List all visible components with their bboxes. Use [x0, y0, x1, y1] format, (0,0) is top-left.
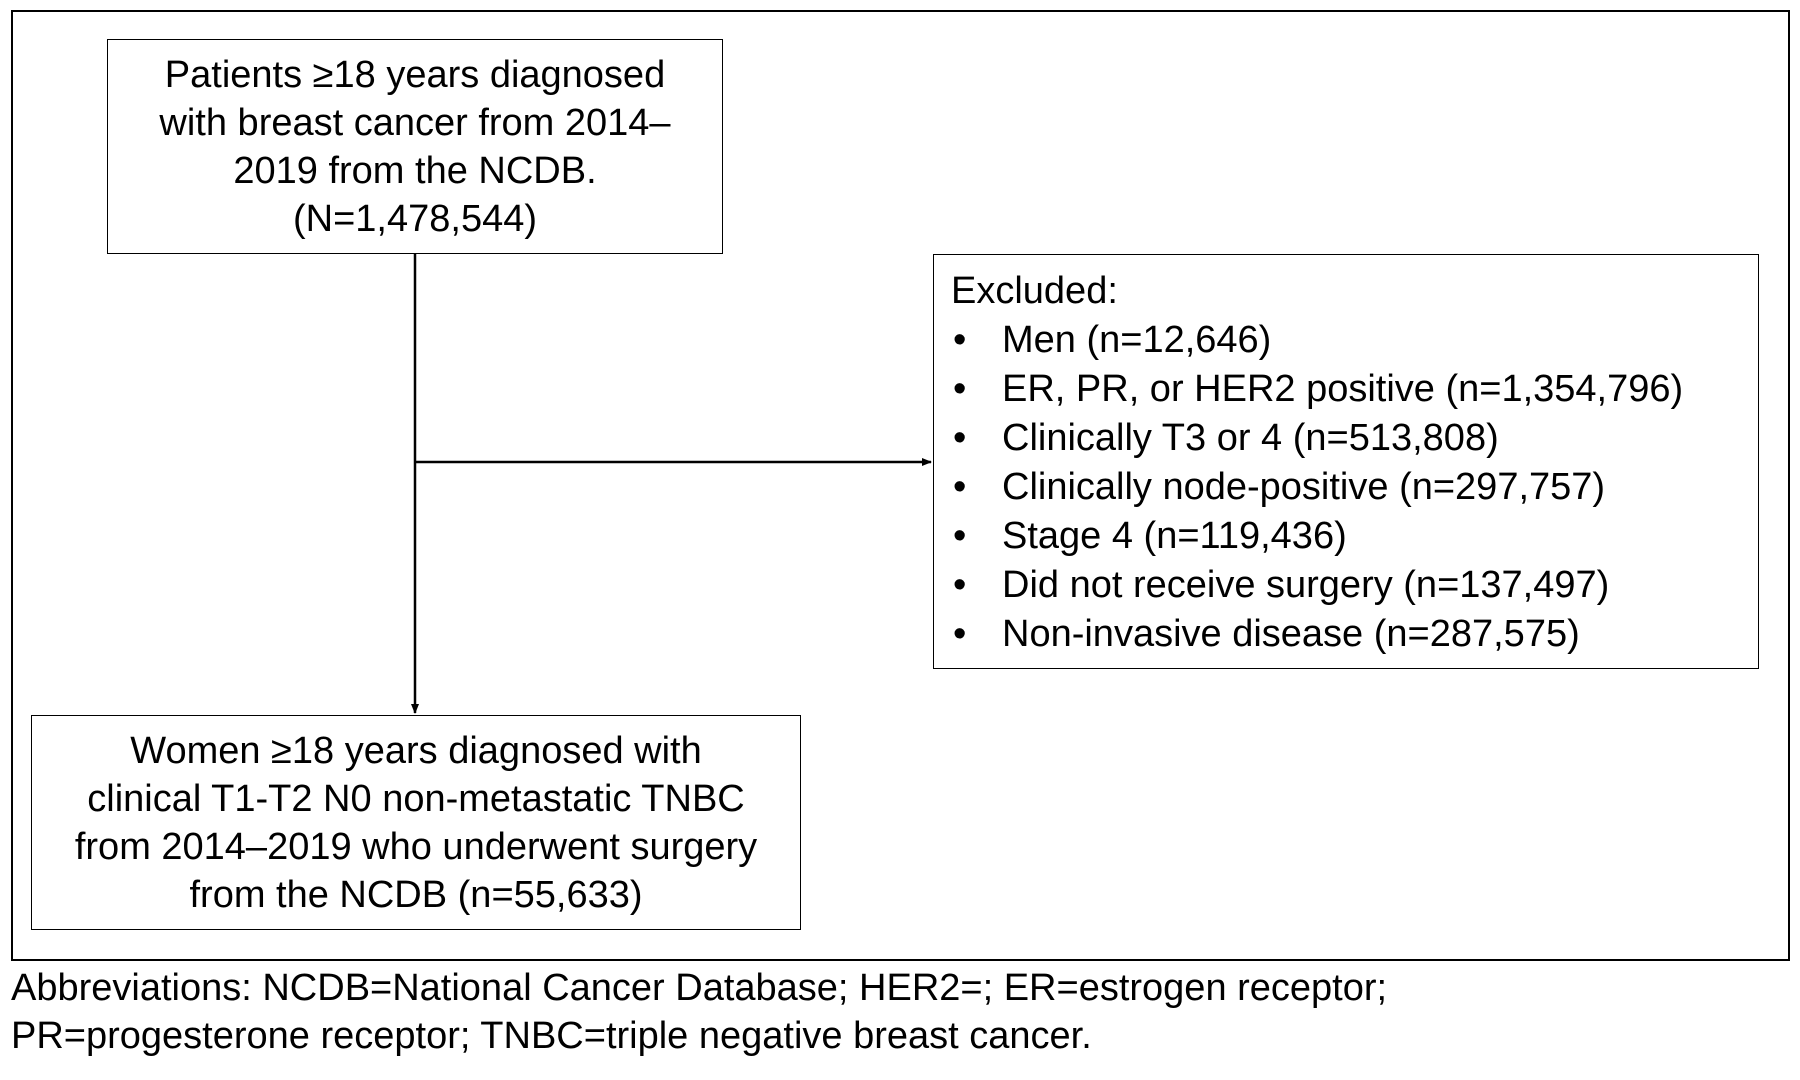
bullet-icon: • — [953, 564, 967, 606]
exclusion-item — [951, 414, 1758, 463]
initial-cohort-line: with breast cancer from 2014– — [159, 101, 671, 144]
exclusion-criteria-box — [933, 254, 1759, 669]
exclusion-item-text: Stage 4 (n=119,436) — [1002, 515, 1347, 557]
bullet-icon: • — [953, 466, 967, 508]
final-cohort-line: from 2014–2019 who underwent surgery — [74, 825, 758, 868]
initial-cohort-box — [107, 39, 723, 254]
final-cohort-line: from the NCDB (n=55,633) — [189, 873, 643, 916]
exclusion-item — [951, 561, 1758, 610]
exclusion-item — [951, 463, 1758, 512]
exclusion-item — [951, 365, 1758, 414]
initial-cohort-count: (N=1,478,544) — [293, 197, 537, 240]
abbreviations-caption — [11, 964, 1790, 1060]
exclusion-item-text: Did not receive surgery (n=137,497) — [1002, 564, 1610, 606]
final-cohort-box — [31, 715, 801, 930]
caption-line: Abbreviations: NCDB=National Cancer Database; HER2=; ER=estrogen receptor; — [11, 967, 1388, 1009]
exclusion-item-text: ER, PR, or HER2 positive (n=1,354,796) — [1002, 368, 1684, 410]
initial-cohort-line: Patients ≥18 years diagnosed — [164, 53, 666, 96]
exclusion-item-text: Clinically T3 or 4 (n=513,808) — [1002, 417, 1499, 459]
exclusion-item-text: Men (n=12,646) — [1002, 319, 1272, 361]
final-cohort-line: clinical T1-T2 N0 non-metastatic TNBC — [87, 777, 745, 820]
bullet-icon: • — [953, 319, 967, 361]
bullet-icon: • — [953, 515, 967, 557]
bullet-icon: • — [953, 613, 967, 655]
exclusion-header: Excluded: — [951, 270, 1118, 312]
initial-cohort-line: 2019 from the NCDB. — [233, 149, 597, 192]
bullet-icon: • — [953, 368, 967, 410]
bullet-icon: • — [953, 417, 967, 459]
exclusion-list — [951, 316, 1758, 659]
exclusion-item-text: Clinically node-positive (n=297,757) — [1002, 466, 1606, 508]
exclusion-item — [951, 610, 1758, 659]
caption-line: PR=progesterone receptor; TNBC=triple negative breast cancer. — [11, 1015, 1092, 1057]
exclusion-item-text: Non-invasive disease (n=287,575) — [1002, 613, 1580, 655]
exclusion-item — [951, 316, 1758, 365]
exclusion-item — [951, 512, 1758, 561]
final-cohort-line: Women ≥18 years diagnosed with — [130, 729, 702, 772]
